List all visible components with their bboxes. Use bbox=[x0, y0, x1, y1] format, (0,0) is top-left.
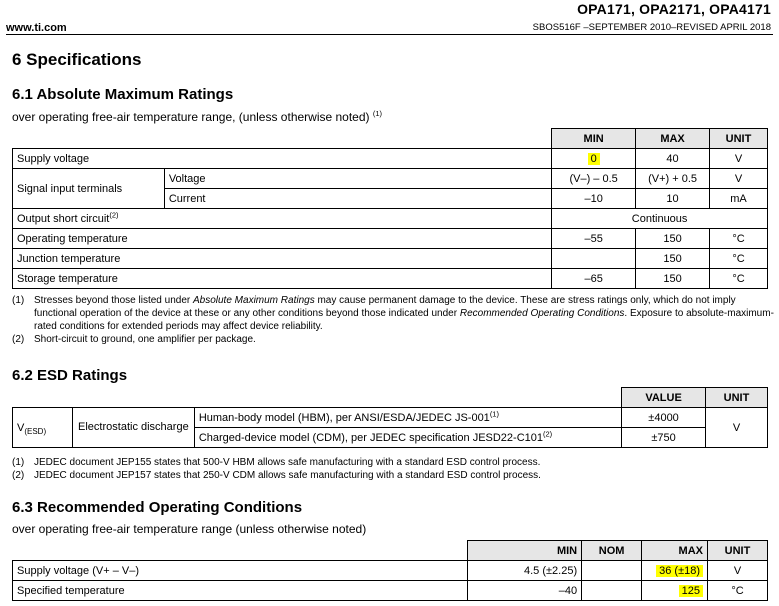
cell-min bbox=[552, 149, 636, 169]
roc-table bbox=[12, 540, 768, 601]
row-sublabel: Current bbox=[164, 189, 551, 209]
footnote-text: Short-circuit to ground, one amplifier per package. bbox=[34, 334, 256, 345]
cell-max: 150 bbox=[636, 229, 710, 249]
cell-min: 4.5 (±2.25) bbox=[468, 561, 582, 581]
table-row bbox=[13, 209, 768, 229]
footnote-number: (1) bbox=[12, 295, 25, 306]
cell-unit: V bbox=[710, 149, 768, 169]
cell-min: –65 bbox=[552, 269, 636, 289]
cell-unit: °C bbox=[708, 581, 768, 601]
footnote-text-part: . Exposure to absolute-maximum-rated conditions for extended periods may affect device reliability. bbox=[34, 308, 774, 332]
esd-header-blank bbox=[13, 388, 622, 408]
roc-col-nom: NOM bbox=[582, 541, 642, 561]
amr-table bbox=[12, 128, 768, 289]
cell-value: ±4000 bbox=[622, 408, 706, 428]
highlighted-value: 0 bbox=[588, 153, 600, 165]
esd-notes bbox=[12, 456, 779, 482]
esd-col-value: VALUE bbox=[622, 388, 706, 408]
cell-unit: V bbox=[710, 169, 768, 189]
highlighted-value: 125 bbox=[679, 585, 703, 597]
cell-min: –10 bbox=[552, 189, 636, 209]
footnote-number: (2) bbox=[12, 334, 25, 345]
row-label: Signal input terminals bbox=[13, 169, 165, 209]
row-label bbox=[194, 408, 621, 428]
table-row bbox=[13, 581, 768, 601]
row-label: Specified temperature bbox=[13, 581, 468, 601]
row-label bbox=[13, 209, 552, 229]
roc-col-unit: UNIT bbox=[708, 541, 768, 561]
roc-subtitle: over operating free-air temperature range (unless otherwise noted) bbox=[12, 522, 367, 536]
cell-unit: V bbox=[708, 561, 768, 581]
header-rule bbox=[6, 34, 773, 35]
cell-max: 40 bbox=[636, 149, 710, 169]
amr-title: 6.1 Absolute Maximum Ratings bbox=[12, 86, 234, 103]
roc-col-max: MAX bbox=[642, 541, 708, 561]
cell-max: 150 bbox=[636, 269, 710, 289]
amr-header-blank bbox=[13, 129, 552, 149]
footnote-ref: (2) bbox=[543, 428, 553, 438]
cell-nom bbox=[582, 581, 642, 601]
table-row bbox=[13, 229, 768, 249]
cell-max: (V+) + 0.5 bbox=[636, 169, 710, 189]
amr-notes bbox=[12, 294, 779, 346]
footnote-text-part: may cause permanent damage to the device. These are stress ratings only, which do not imply functional operation of the device at these or any other conditions beyond those indicated under bbox=[34, 295, 736, 319]
cell-unit: °C bbox=[710, 229, 768, 249]
row-sublabel: Voltage bbox=[164, 169, 551, 189]
footnote-emphasis: Recommended Operating Conditions bbox=[459, 308, 625, 319]
table-row bbox=[13, 269, 768, 289]
cell-unit: °C bbox=[710, 249, 768, 269]
footnote-ref: (2) bbox=[109, 209, 119, 219]
row-label: Storage temperature bbox=[13, 269, 552, 289]
roc-header-row bbox=[13, 541, 768, 561]
cell-max bbox=[642, 581, 708, 601]
row-label: Junction temperature bbox=[13, 249, 552, 269]
footnote-ref: (1) bbox=[489, 408, 499, 418]
footnote-text: JEDEC document JEP157 states that 250-V CDM allows safe manufacturing with a standard ESD control process. bbox=[34, 470, 541, 481]
document-id: SBOS516F –SEPTEMBER 2010–REVISED APRIL 2018 bbox=[532, 22, 771, 33]
amr-subtitle bbox=[12, 110, 382, 124]
cell-nom bbox=[582, 561, 642, 581]
cell-value: ±750 bbox=[622, 428, 706, 448]
esd-table bbox=[12, 387, 768, 448]
roc-title: 6.3 Recommended Operating Conditions bbox=[12, 499, 303, 516]
footnote bbox=[12, 294, 779, 333]
row-label: Supply voltage (V+ – V–) bbox=[13, 561, 468, 581]
amr-col-max: MAX bbox=[636, 129, 710, 149]
roc-header-blank bbox=[13, 541, 468, 561]
section-title: 6 Specifications bbox=[12, 50, 142, 69]
row-label-text: Charged-device model (CDM), per JEDEC specification JESD22-C101 bbox=[198, 431, 544, 444]
row-label-text: Output short circuit bbox=[17, 212, 110, 225]
table-row bbox=[13, 408, 768, 428]
esd-symbol bbox=[13, 408, 73, 448]
row-label: Operating temperature bbox=[13, 229, 552, 249]
footnote bbox=[12, 456, 779, 469]
highlighted-value: 36 (±18) bbox=[656, 565, 703, 577]
cell-max: 10 bbox=[636, 189, 710, 209]
table-row bbox=[13, 249, 768, 269]
cell-value: Continuous bbox=[552, 209, 768, 229]
roc-col-min: MIN bbox=[468, 541, 582, 561]
esd-col-unit: UNIT bbox=[706, 388, 768, 408]
amr-header-row bbox=[13, 129, 768, 149]
site-url: www.ti.com bbox=[6, 22, 67, 34]
row-label: Supply voltage bbox=[13, 149, 552, 169]
row-label bbox=[194, 428, 621, 448]
footnote bbox=[12, 333, 779, 346]
esd-title: 6.2 ESD Ratings bbox=[12, 367, 128, 384]
footnote-text-part: Stresses beyond those listed under bbox=[34, 295, 193, 306]
amr-subtitle-ref: (1) bbox=[372, 109, 383, 118]
esd-header-row bbox=[13, 388, 768, 408]
footnote bbox=[12, 469, 779, 482]
footnote-number: (1) bbox=[12, 457, 25, 468]
footnote-emphasis: Absolute Maximum Ratings bbox=[192, 295, 315, 306]
symbol-subscript: (ESD) bbox=[24, 426, 47, 436]
amr-subtitle-text: over operating free-air temperature range, (unless otherwise noted) bbox=[12, 110, 370, 124]
cell-max: 150 bbox=[636, 249, 710, 269]
table-row bbox=[13, 561, 768, 581]
cell-min bbox=[552, 249, 636, 269]
amr-col-min: MIN bbox=[552, 129, 636, 149]
row-label-text: Human-body model (HBM), per ANSI/ESDA/JEDEC JS-001 bbox=[198, 411, 490, 424]
footnote-number: (2) bbox=[12, 470, 25, 481]
cell-min: –40 bbox=[468, 581, 582, 601]
symbol-text: V bbox=[17, 421, 25, 434]
amr-col-unit: UNIT bbox=[710, 129, 768, 149]
cell-min: (V–) – 0.5 bbox=[552, 169, 636, 189]
cell-max bbox=[642, 561, 708, 581]
cell-min: –55 bbox=[552, 229, 636, 249]
document-title: OPA171, OPA2171, OPA4171 bbox=[577, 1, 771, 17]
cell-unit: °C bbox=[710, 269, 768, 289]
cell-unit: mA bbox=[710, 189, 768, 209]
esd-parameter: Electrostatic discharge bbox=[72, 408, 194, 448]
footnote-text bbox=[34, 294, 779, 333]
table-row bbox=[13, 149, 768, 169]
footnote-text: JEDEC document JEP155 states that 500-V HBM allows safe manufacturing with a standard ESD control process. bbox=[34, 457, 541, 468]
cell-unit: V bbox=[706, 408, 768, 448]
table-row bbox=[13, 169, 768, 189]
